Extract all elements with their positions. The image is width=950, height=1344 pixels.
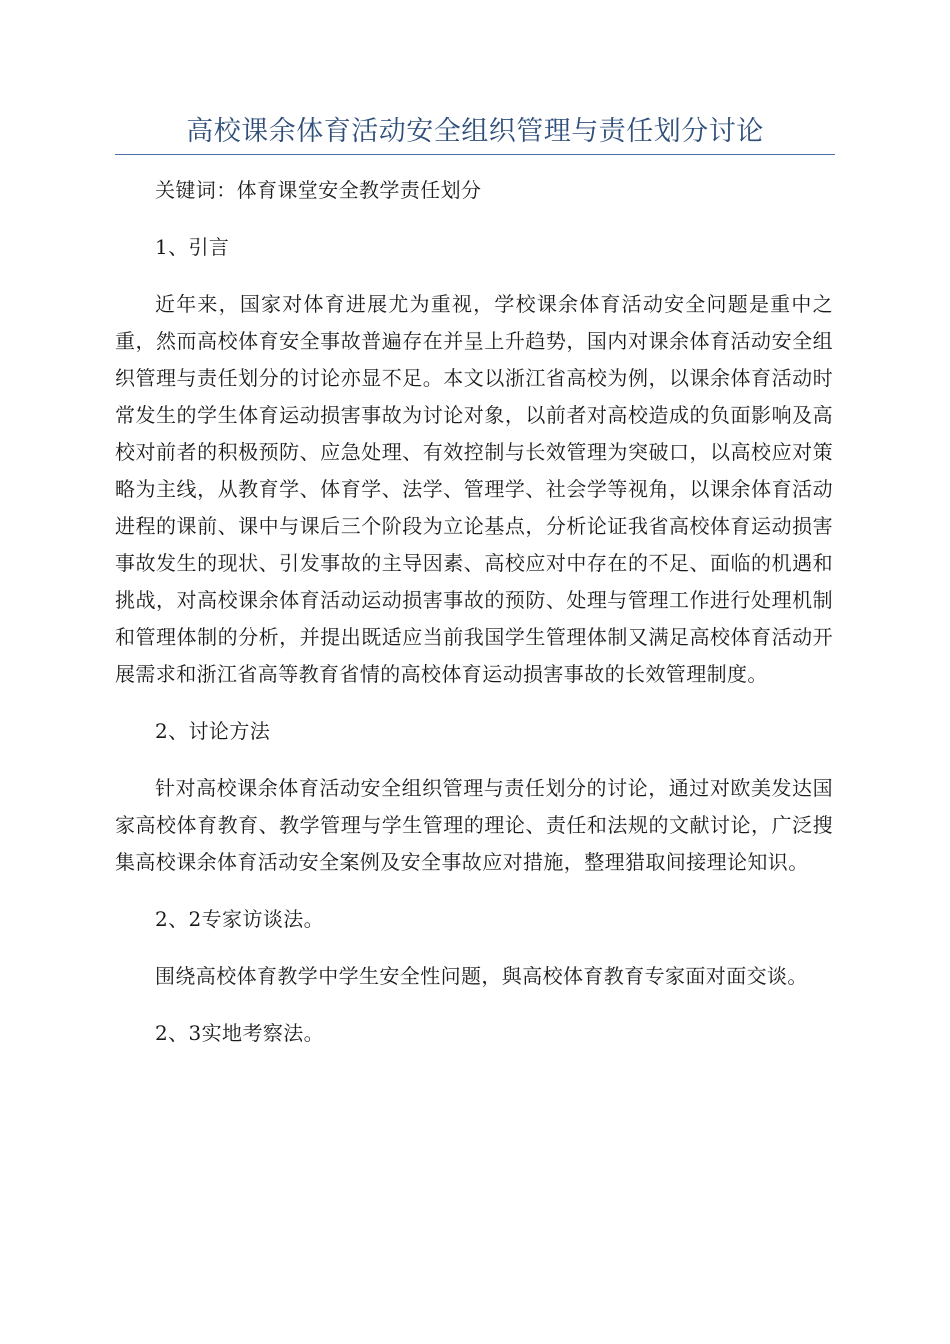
paragraph-method: 针对高校课余体育活动安全组织管理与责任划分的讨论，通过对欧美发达国家高校体育教育、教学管理与学生管理的理论、责任和法规的文献讨论，广泛搜集高校课余体育活动安全案例及安全事故应对措施，整理猎取间接理论知识。 — [115, 776, 833, 874]
page-title: 高校课余体育活动安全组织管理与责任划分讨论 — [186, 116, 764, 147]
paragraph-interview: 围绕高校体育教学中学生安全性问题，與高校体育教育专家面对面交谈。 — [155, 964, 808, 988]
title-underline — [115, 154, 835, 155]
section-heading-method: 2、讨论方法 — [155, 719, 271, 743]
document-body — [115, 172, 833, 1052]
section-heading-interview: 2、2专家访谈法。 — [155, 907, 325, 931]
section-heading-field: 2、3实地考察法。 — [155, 1021, 325, 1045]
section-heading-intro: 1、引言 — [155, 235, 230, 259]
keywords-line: 关键词：体育课堂安全教学责任划分 — [155, 178, 482, 202]
paragraph-intro: 近年来，国家对体育进展尤为重视，学校课余体育活动安全问题是重中之重，然而高校体育安全事故普遍存在并呈上升趋势，国内对课余体育活动安全组织管理与责任划分的讨论亦显不足。本文以浙江省高校为例，以课余体育活动时常发生的学生体育运动损害事故为讨论对象，以前者对高校造成的负面影响及高校对前者的积极预防、应急处理、有效控制与长效管理为突破口，以高校应对策略为主线，从教育学、体育学、法学、管理学、社会学等视角，以课余体育活动进程的课前、课中与课后三个阶段为立论基点，分析论证我省高校体育运动损害事故发生的现状、引发事故的主导因素、高校应对中存在的不足、面临的机遇和挑战，对高校课余体育活动运动损害事故的预防、处理与管理工作进行处理机制和管理体制的分析，并提出既适应当前我国学生管理体制又满足高校体育活动开展需求和浙江省高等教育省情的高校体育运动损害事故的长效管理制度。 — [115, 292, 833, 686]
